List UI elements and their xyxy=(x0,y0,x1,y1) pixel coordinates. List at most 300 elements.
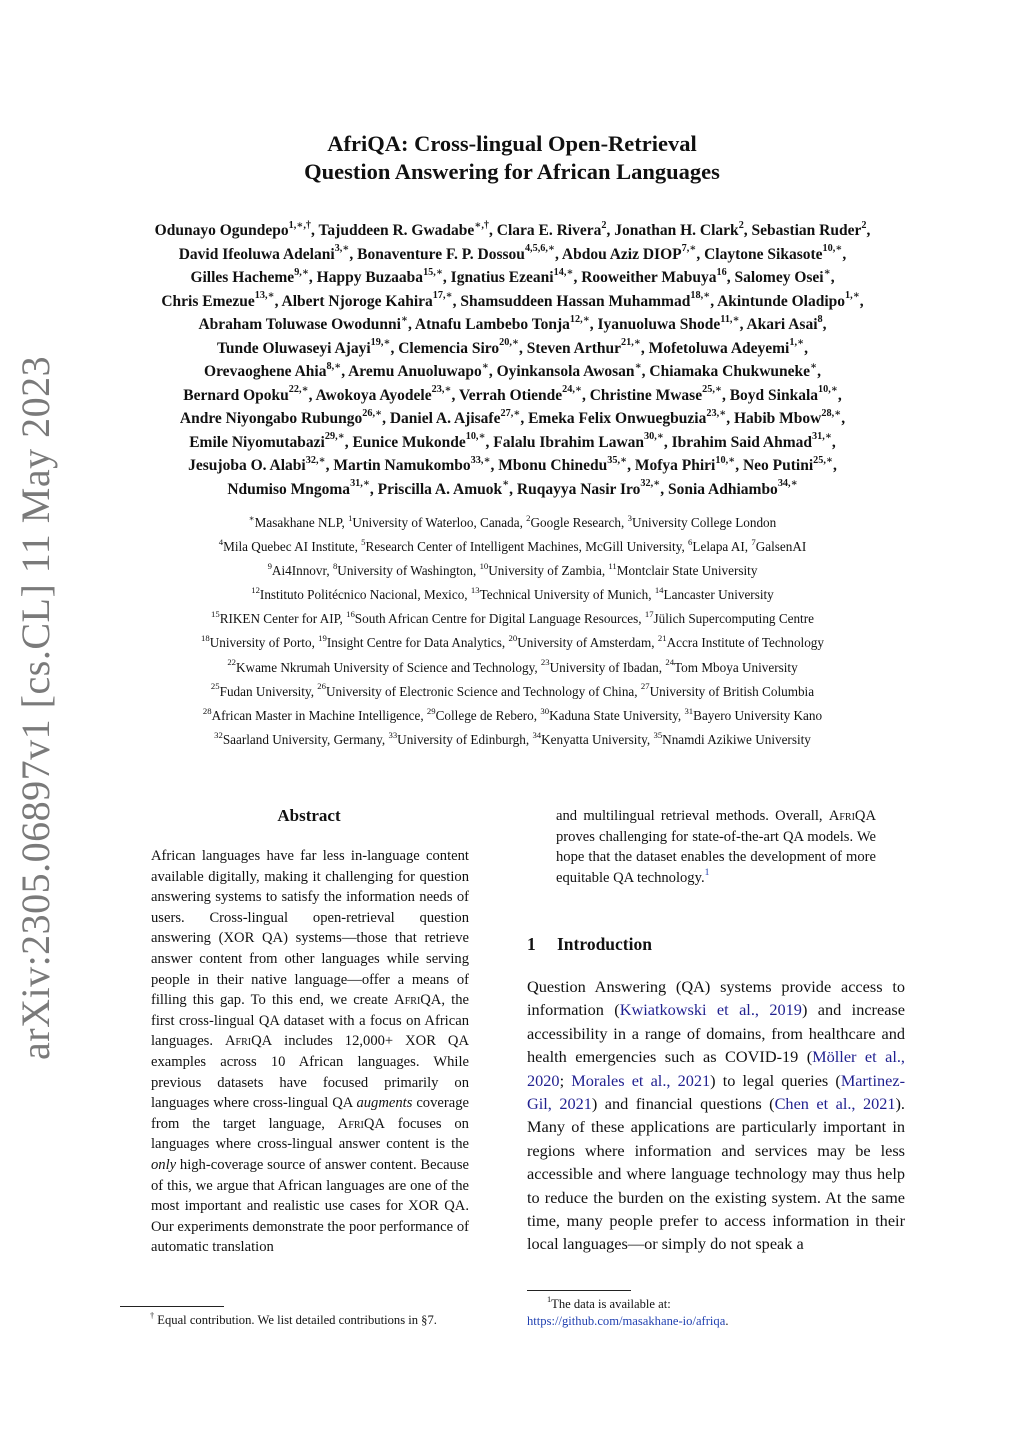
author-name: Martin Namukombo xyxy=(333,457,471,474)
affiliation-mark: 28 xyxy=(202,705,212,716)
author-affiliation-mark: 21,∗ xyxy=(621,337,641,349)
author-affiliation-mark: 1,∗ xyxy=(845,290,860,302)
affiliation xyxy=(526,512,621,530)
author-affiliation-mark: 10,∗ xyxy=(715,454,736,466)
affiliation-name: Kaduna State University xyxy=(549,707,678,723)
author xyxy=(498,454,628,474)
author-name: Priscilla A. Amuok xyxy=(377,480,503,498)
affiliation-line: $^9$Ai4Innovr, $^8$University of Washington, $^{10}$University of Zambia, $^{11}$Montclair State University xyxy=(267,560,758,579)
author xyxy=(634,454,736,474)
author-name: Ndumiso Mngoma xyxy=(227,480,351,498)
section-heading-introduction xyxy=(527,934,907,955)
author-affiliation-mark: 2 xyxy=(738,219,744,231)
footnote-text: The data is available at: xyxy=(551,1297,671,1311)
affiliation xyxy=(318,635,502,650)
author-affiliation-mark: 35,∗ xyxy=(607,454,628,466)
author-affiliation-mark: 7,∗ xyxy=(681,243,697,255)
affiliation-name: Kenyatta University xyxy=(541,731,647,747)
citation-link[interactable]: Morales et al., 2021 xyxy=(571,1070,711,1090)
affiliation-mark: 2 xyxy=(526,512,531,523)
intro-seg: ) and increase accessibility in a range of domains, from healthcare and health emergencies such as COVID-19 ( xyxy=(527,1000,905,1067)
affiliation-name: University of Electronic Science and Technology of China xyxy=(326,683,635,699)
author-line: Chris Emezue$^{13,∗}$, Albert Njoroge Kahira$^{17,∗}$, Shamsuddeen Hassan Muhammad$^{18,∗}$, Akintunde Oladipo$^{1,∗}$, xyxy=(161,290,864,310)
author-name: Orevaoghene Ahia xyxy=(204,363,327,380)
affiliation-name: Google Research xyxy=(530,515,621,530)
affiliation-name: University of Waterloo, Canada xyxy=(352,515,520,530)
author-affiliation-mark: 32,∗ xyxy=(305,454,326,466)
author xyxy=(458,384,582,404)
author-affiliation-mark: 10,∗ xyxy=(822,243,843,255)
affiliation-mark: 24 xyxy=(665,657,675,668)
author-line: David Ifeoluwa Adelani$^{3,∗}$, Bonaventure F. P. Dossou$^{4,5,6,∗}$, Abdou Aziz $DIOP^{7,∗}$, Claytone Sikasote$^{10,∗}$, xyxy=(178,243,847,263)
author xyxy=(751,219,867,239)
author-name: Akintunde Oladipo xyxy=(717,292,846,310)
affiliation-name: University of Washington xyxy=(337,563,473,579)
affiliation xyxy=(658,635,824,650)
author-name: Gilles Hacheme xyxy=(190,269,295,286)
affiliation-mark: 31 xyxy=(684,705,694,716)
affiliation-mark: 23 xyxy=(540,657,550,668)
affiliation-mark: 15 xyxy=(211,609,220,620)
affiliation-line: $^{18}$University of Porto, $^{19}$Insight Centre for Data Analytics, $^{20}$University of Amsterdam, $^{21}$Accra Institute of Technology xyxy=(201,633,824,651)
author-affiliation-mark: 9,∗ xyxy=(294,266,309,278)
affiliation-mark: 16 xyxy=(346,609,355,620)
author-name: Abraham Toluwase Owodunni xyxy=(198,316,401,333)
affiliation-name: University of Porto xyxy=(209,635,312,651)
author xyxy=(450,266,574,286)
affiliation-mark: 19 xyxy=(318,633,327,644)
author-affiliation-mark: 31,∗ xyxy=(350,478,370,490)
affiliation-mark: 3 xyxy=(627,512,632,523)
author-affiliation-mark: 23,∗ xyxy=(431,384,452,396)
footnote-line xyxy=(527,1296,907,1313)
author-line: Emile Niyomutabazi$^{29,∗}$, Eunice Mukonde$^{10,∗}$, Falalu Ibrahim Lawan$^{30,∗}$, Ibrahim Said Ahmad$^{31,∗}$, xyxy=(189,431,836,451)
affiliation-mark: 25 xyxy=(210,681,220,692)
author-affiliation-mark: ∗ xyxy=(634,360,642,372)
author xyxy=(581,266,727,286)
author xyxy=(516,478,661,498)
author-affiliation-mark: ∗,† xyxy=(474,219,489,231)
affiliation xyxy=(540,657,659,675)
affiliation-name: College de Rebero xyxy=(435,707,534,723)
affiliation-line: $^{12}$Instituto Politécnico Nacional, Mexico, $^{13}$Technical University of Munich, $^{14}$Lancaster University xyxy=(251,585,774,603)
author-name: Ruqayya Nasir Iro xyxy=(516,480,641,498)
author xyxy=(161,290,275,310)
abstract-seg: and multilingual retrieval methods. Overall, xyxy=(556,808,829,824)
author xyxy=(561,243,697,263)
affiliation-mark: 26 xyxy=(317,681,326,692)
affiliation-name: Bayero University Kano xyxy=(693,707,823,723)
abstract-seg: includes 12,000+ XOR QA examples across 10 African languages. While previous datasets have focused primarily on languages where cross-lingual QA xyxy=(151,1033,470,1112)
author xyxy=(648,337,805,357)
citation-link[interactable]: Martinez-Gil, 2021 xyxy=(527,1070,905,1114)
section-number: 1 xyxy=(527,934,536,954)
author-line: Andre Niyongabo Rubungo$^{26,∗}$, Daniel A. Ajisafe$^{27,∗}$, Emeka Felix Onwuegbuzia$^{23,∗}$, Habib Mbow$^{28,∗}$, xyxy=(179,407,846,427)
author-affiliation-mark: 1,∗ xyxy=(789,337,805,349)
author-name: Awokoya Ayodele xyxy=(315,386,432,404)
affiliation xyxy=(214,729,382,747)
affiliation-line: $^{28}$African Master in Machine Intelligence, $^{29}$College de Rebero, $^{30}$Kaduna State University, $^{31}$Bayero University Kano xyxy=(202,705,823,723)
affiliation xyxy=(251,587,464,602)
author xyxy=(414,313,590,333)
section-title: Introduction xyxy=(557,934,652,954)
author xyxy=(614,219,744,239)
author-name: Rooweither Mabuya xyxy=(581,269,717,286)
footnote-rule-right xyxy=(527,1290,631,1291)
author-affiliation-mark: 20,∗ xyxy=(499,337,519,349)
author-name: Mbonu Chinedu xyxy=(498,457,608,474)
author-affiliation-mark: ∗ xyxy=(823,266,831,278)
author-name: Shamsuddeen Hassan Muhammad xyxy=(460,292,691,310)
affiliation-name: African Master in Machine Intelligence xyxy=(211,707,421,723)
dataset-name: AfriQA xyxy=(394,992,442,1009)
affiliation xyxy=(665,657,798,675)
author-name: Happy Buzaaba xyxy=(316,269,424,286)
abstract-heading: Abstract xyxy=(277,806,341,825)
intro-seg: ; xyxy=(559,1070,572,1090)
affiliation xyxy=(532,729,647,747)
affiliation-line: $^{32}$Saarland University, Germany, $^{33}$University of Edinburgh, $^{34}$Kenyatta University, $^{35}$Nnamdi Azikiwe University xyxy=(214,729,811,747)
author-name: Tunde Oluwaseyi Ajayi xyxy=(217,339,371,357)
author xyxy=(729,384,838,404)
author xyxy=(717,290,860,310)
affiliation-mark: 11 xyxy=(608,560,617,571)
abstract-seg: high-coverage source of answer content. Because of this, we argue that African languages are one of the most important and realistic use cases for XOR QA. Our experiments demonstrate the poor performance of automatic translation xyxy=(151,1156,469,1256)
affiliation-mark: 7 xyxy=(751,536,756,547)
citation-link[interactable]: Kwiatkowski et al., 2019 xyxy=(619,1000,802,1020)
author xyxy=(734,266,831,286)
dataset-url-link[interactable]: https://github.com/masakhane-io/afriqa xyxy=(527,1314,726,1328)
affiliation-mark: 27 xyxy=(640,681,650,692)
abstract-seg: African languages have far less in-language content available digitally, making it challenging for question answering systems to satisfy the information needs of users. Cross-lingual open-retrieval question answering (XOR QA) systems—those that retrieve answer content from other languages while serving people in their native language—offer a means of filling this gap. To this end, we create xyxy=(151,848,469,1009)
author xyxy=(746,313,823,333)
author-name: Ibrahim Said Ahmad xyxy=(671,433,813,451)
author-name: Iyanuoluwa Shode xyxy=(597,316,721,333)
footnote-mark: † xyxy=(150,1310,155,1320)
footnote-line xyxy=(527,1313,907,1330)
affiliation-mark: 18 xyxy=(201,633,210,644)
affiliation xyxy=(655,587,774,602)
dataset-name: AfriQA xyxy=(828,808,876,824)
abstract-continuation xyxy=(556,806,876,888)
author-name: Aremu Anuoluwapo xyxy=(348,363,482,380)
author-affiliation-mark: 30,∗ xyxy=(644,431,664,443)
author-name: Jonathan H. Clark xyxy=(614,222,739,239)
author xyxy=(357,243,555,263)
author-name: Clemencia Siro xyxy=(398,339,500,357)
author-name: David Ifeoluwa Adelani xyxy=(178,245,335,263)
author xyxy=(733,407,842,427)
affiliation xyxy=(684,705,823,723)
author-name: Sonia Adhiambo xyxy=(667,480,778,498)
author-affiliation-mark: 25,∗ xyxy=(702,384,722,396)
intro-seg: ). Many of these applications are particularly important in regions where information and services may be less accessible and where language technology may thus help to reduce the burden on the existing system. At the same time, many people prefer to access information in their local languages—or simply do not speak a xyxy=(527,1094,906,1254)
author-name: Steven Arthur xyxy=(526,339,621,357)
footnote-mark: 1 xyxy=(547,1294,552,1304)
author-affiliation-mark: 34,∗ xyxy=(777,478,798,490)
author-line: Gilles Hacheme$^{9,∗}$, Happy Buzaaba$^{15,∗}$, Ignatius Ezeani$^{14,∗}$, Rooweither Mabuya$^{16}$, Salomey Osei∗, xyxy=(190,266,835,286)
author-affiliation-mark: 14,∗ xyxy=(553,266,574,278)
intro-seg: ) to legal queries ( xyxy=(710,1070,841,1090)
affiliation-mark: 21 xyxy=(657,633,667,644)
affiliation-mark: 34 xyxy=(532,729,542,740)
affiliation xyxy=(210,681,311,699)
author-name: Andre Niyongabo Rubungo xyxy=(179,410,363,427)
author xyxy=(189,431,345,451)
footnote-equal-contribution xyxy=(150,1312,510,1329)
author-affiliation-mark: 25,∗ xyxy=(813,454,833,466)
affiliation-line: $^{15}$RIKEN Center for AIP, $^{16}$South African Centre for Digital Language Resources, $^{17}$Jülich Supercomputing Centre xyxy=(211,609,814,627)
author-list xyxy=(60,219,965,501)
author-affiliation-mark: 24,∗ xyxy=(562,384,582,396)
author-name: Bernard Opoku xyxy=(183,386,289,404)
author-name: Salomey Osei xyxy=(734,269,824,286)
author-affiliation-mark: 15,∗ xyxy=(423,266,443,278)
author-name: Clara E. Rivera xyxy=(496,222,602,239)
author-affiliation-mark: 22,∗ xyxy=(288,384,309,396)
author-affiliation-mark: ∗ xyxy=(481,360,489,372)
introduction-text xyxy=(527,975,905,1256)
author-name: Albert Njoroge Kahira xyxy=(281,292,433,310)
author-line: Odunayo Ogundepo$^{1,∗,\dagger}$, Tajuddeen R. Gwadabe∗,†, Clara E. Rivera$^2$, Jonathan H. Clark$^2$, Sebastian Ruder$^2$, xyxy=(154,219,871,239)
affiliation-mark: 13 xyxy=(470,585,480,596)
affiliation-mark: 6 xyxy=(688,536,693,547)
intro-seg: ) and financial questions ( xyxy=(591,1094,775,1114)
footnote-text: Equal contribution. We list detailed contributions in §7. xyxy=(154,1313,437,1327)
affiliation-mark: 20 xyxy=(508,633,518,644)
affiliation-mark: 32 xyxy=(214,729,223,740)
author-line: Orevaoghene Ahia$^{8,∗}$, Aremu Anuoluwapo∗, Oyinkansola Awosan∗, Chiamaka Chukwuneke∗, xyxy=(204,360,821,380)
affiliation-name: Accra Institute of Technology xyxy=(666,635,824,651)
author xyxy=(493,431,664,451)
affiliation xyxy=(202,705,421,723)
affiliation xyxy=(426,705,534,723)
author xyxy=(496,219,607,239)
affiliation-name: Instituto Politécnico Nacional, Mexico xyxy=(259,587,465,603)
author-line: Abraham Toluwase Owodunni∗, Atnafu Lambebo Tonja$^{12,∗}$, Iyanuoluwa Shode$^{11,∗}$, Akari Asai$^8$, xyxy=(198,313,827,333)
author-affiliation-mark: 31,∗ xyxy=(812,431,832,443)
author-affiliation-mark: 26,∗ xyxy=(362,407,383,419)
author-name: Odunayo Ogundepo xyxy=(154,222,289,239)
author-name: Boyd Sinkala xyxy=(729,386,819,404)
abstract-seg: , the first cross-lingual QA dataset with a focus on African languages. xyxy=(151,992,469,1050)
author-name: Emeka Felix Onwuegbuzia xyxy=(528,410,707,427)
affiliation-name: Lancaster University xyxy=(663,587,774,603)
affiliation-list xyxy=(60,511,965,752)
author-affiliation-mark: 32,∗ xyxy=(640,478,661,490)
author-name: Bonaventure F. P. Dossou xyxy=(357,245,525,263)
author-line: Bernard Opoku$^{22,∗}$, Awokoya Ayodele$^{23,∗}$, Verrah Otiende$^{24,∗}$, Christine Mwase$^{25,∗}$, Boyd Sinkala$^{10,∗}$, xyxy=(183,384,842,404)
footnote-data-availability xyxy=(527,1296,907,1330)
affiliation-name: Lelapa AI xyxy=(692,539,745,555)
affiliation-line: ∗Masakhane NLP, $^1$University of Waterloo, Canada, $^2$Google Research, $^3$University College London xyxy=(248,512,777,530)
affiliation-mark: 5 xyxy=(361,536,366,547)
author-name: Eunice Mukonde xyxy=(352,433,466,451)
affiliation xyxy=(267,560,327,579)
author-line: Jesujoba O. Alabi$^{32,∗}$, Martin Namukombo$^{33,∗}$, Mbonu Chinedu$^{35,∗}$, Mofya Phiri$^{10,∗}$, Neo Putini$^{25,∗}$, xyxy=(188,454,837,474)
affiliation xyxy=(211,611,339,626)
affiliation-line: $^{22}$Kwame Nkrumah University of Science and Technology, $^{23}$University of Ibadan, $^{24}$Tom Mboya University xyxy=(227,657,798,675)
dataset-name: AfriQA xyxy=(225,1033,273,1050)
affiliation xyxy=(645,611,814,626)
affiliation-name: Nnamdi Azikiwe University xyxy=(662,731,811,747)
affiliation-mark: 12 xyxy=(251,585,260,596)
author xyxy=(460,290,711,310)
author-name: Ignatius Ezeani xyxy=(450,269,554,286)
dataset-name: AfriQA xyxy=(337,1115,385,1132)
author xyxy=(352,431,486,451)
affiliation-name: Montclair State University xyxy=(616,563,758,579)
affiliation-name: University of Edinburgh xyxy=(397,731,526,747)
author-affiliation-mark: 3,∗ xyxy=(334,243,350,255)
abstract-seg: focuses on languages where cross-lingual answer content is the xyxy=(151,1115,469,1153)
affiliation xyxy=(640,681,815,699)
author-affiliation-mark: 12,∗ xyxy=(569,313,590,325)
affiliation-mark: 14 xyxy=(654,585,664,596)
author xyxy=(179,407,383,427)
author xyxy=(496,360,642,380)
affiliation-mark: 1 xyxy=(348,512,353,523)
abstract-seg: proves challenging for state-of-the-art QA models. We hope that the dataset enables the development of more equitable QA technology. xyxy=(556,828,876,886)
paper-title xyxy=(0,130,1024,186)
affiliation xyxy=(540,705,678,723)
author-name: Abdou Aziz DIOP xyxy=(561,245,682,263)
affiliation-name: Tom Mboya University xyxy=(674,659,798,675)
title-line-1: AfriQA: Cross-lingual Open-Retrieval xyxy=(327,131,697,156)
author xyxy=(318,219,490,239)
author xyxy=(190,266,309,286)
author-affiliation-mark: 29,∗ xyxy=(324,431,345,443)
author xyxy=(597,313,740,333)
author xyxy=(348,360,489,380)
author xyxy=(667,478,798,498)
citation-link[interactable]: Chen et al., 2021 xyxy=(774,1094,896,1114)
affiliation-line: $^4$Mila Quebec AI Institute, $^5$Research Center of Intelligent Machines, McGill University, $^6$Lelapa AI, $^7$GalsenAI xyxy=(218,536,807,555)
affiliation xyxy=(627,512,777,530)
affiliation-name: Masakhane NLP xyxy=(254,515,342,530)
author-affiliation-mark: 27,∗ xyxy=(500,407,521,419)
author-affiliation-mark: 23,∗ xyxy=(706,407,727,419)
affiliation-name: Fudan University xyxy=(219,683,311,699)
affiliation xyxy=(201,635,312,650)
author-affiliation-mark: 19,∗ xyxy=(370,337,391,349)
author xyxy=(389,407,521,427)
abstract-emphasis: only xyxy=(151,1156,177,1173)
affiliation xyxy=(479,560,602,579)
author xyxy=(227,478,370,498)
affiliation-name: Insight Centre for Data Analytics xyxy=(326,635,502,651)
affiliation-name: University College London xyxy=(631,515,777,530)
author-name: Emile Niyomutabazi xyxy=(189,433,325,451)
affiliation-name: University of Ibadan xyxy=(549,659,659,675)
affiliation-mark: 17 xyxy=(644,609,654,620)
author-affiliation-mark: 4,5,6,∗ xyxy=(524,243,555,255)
affiliation-mark: 22 xyxy=(227,657,237,668)
author-name: Falalu Ibrahim Lawan xyxy=(493,433,645,451)
author xyxy=(526,337,641,357)
author-affiliation-mark: 18,∗ xyxy=(690,290,711,302)
abstract-emphasis: augments xyxy=(356,1095,413,1112)
affiliation-name: Jülich Supercomputing Centre xyxy=(653,611,814,627)
affiliation-mark: ∗ xyxy=(248,512,255,523)
author-name: Neo Putini xyxy=(742,457,814,474)
affiliation xyxy=(688,536,745,555)
affiliation-name: GalsenAI xyxy=(755,539,807,555)
author-affiliation-mark: 11,∗ xyxy=(720,313,740,325)
affiliation-mark: 4 xyxy=(218,536,224,547)
author xyxy=(154,219,312,239)
footnote-ref[interactable]: 1 xyxy=(704,866,710,878)
affiliation-name: Research Center of Intelligent Machines, McGill University xyxy=(365,539,682,555)
affiliation-line: $^{25}$Fudan University, $^{26}$University of Electronic Science and Technology of China, $^{27}$University of British Columbia xyxy=(210,681,815,699)
author-name: Mofetoluwa Adeyemi xyxy=(648,339,790,357)
arxiv-identifier: arXiv:2305.06897v1 [cs.CL] 11 May 2023 xyxy=(13,355,58,1060)
affiliation-name: University of Zambia xyxy=(488,563,602,579)
affiliation-name: Technical University of Munich xyxy=(479,587,649,603)
affiliation-mark: 8 xyxy=(332,560,338,571)
author xyxy=(217,337,391,357)
author-affiliation-mark: 1,∗,† xyxy=(288,219,312,231)
author xyxy=(528,407,727,427)
author xyxy=(183,384,309,404)
abstract-seg: coverage from the target language, xyxy=(151,1095,469,1132)
author-name: Claytone Sikasote xyxy=(704,245,823,263)
author xyxy=(316,266,443,286)
author-name: Chiamaka Chukwuneke xyxy=(649,363,811,380)
affiliation-mark: 10 xyxy=(479,560,489,571)
author-affiliation-mark: ∗ xyxy=(400,313,408,325)
author-affiliation-mark: ∗ xyxy=(502,478,510,490)
affiliation xyxy=(218,536,355,555)
author-name: Oyinkansola Awosan xyxy=(496,363,635,380)
author-name: Christine Mwase xyxy=(589,386,703,404)
affiliation-mark: 33 xyxy=(388,729,398,740)
author xyxy=(315,384,452,404)
author xyxy=(589,384,722,404)
affiliation-name: RIKEN Center for AIP xyxy=(219,611,340,627)
intro-seg: Question Answering (QA) systems provide access to information ( xyxy=(527,977,905,1020)
author-affiliation-mark: 8 xyxy=(817,313,823,325)
affiliation-mark: 9 xyxy=(267,560,272,571)
author-name: Tajuddeen R. Gwadabe xyxy=(318,222,475,239)
affiliation-name: South African Centre for Digital Language Resources xyxy=(354,611,639,627)
author xyxy=(333,454,491,474)
affiliation xyxy=(248,512,342,530)
author-affiliation-mark: 28,∗ xyxy=(821,407,842,419)
author-name: Atnafu Lambebo Tonja xyxy=(414,316,570,333)
abstract-text xyxy=(151,846,469,1258)
author-affiliation-mark: 2 xyxy=(861,219,867,231)
footnote-rule-left xyxy=(120,1306,224,1307)
author xyxy=(198,313,408,333)
author-affiliation-mark: 16 xyxy=(716,266,727,278)
author-name: Daniel A. Ajisafe xyxy=(389,410,501,427)
affiliation xyxy=(653,729,811,747)
author-name: Mofya Phiri xyxy=(634,457,716,474)
author xyxy=(188,454,326,474)
author xyxy=(204,360,342,380)
citation-link[interactable]: Möller et al., 2020 xyxy=(527,1047,905,1090)
author-name: Chris Emezue xyxy=(161,292,255,310)
author xyxy=(671,431,832,451)
author xyxy=(742,454,833,474)
author-affiliation-mark: 33,∗ xyxy=(470,454,491,466)
affiliation xyxy=(509,635,652,650)
author-affiliation-mark: 17,∗ xyxy=(432,290,453,302)
author-affiliation-mark: 10,∗ xyxy=(465,431,486,443)
affiliation xyxy=(332,560,473,579)
author xyxy=(281,290,453,310)
